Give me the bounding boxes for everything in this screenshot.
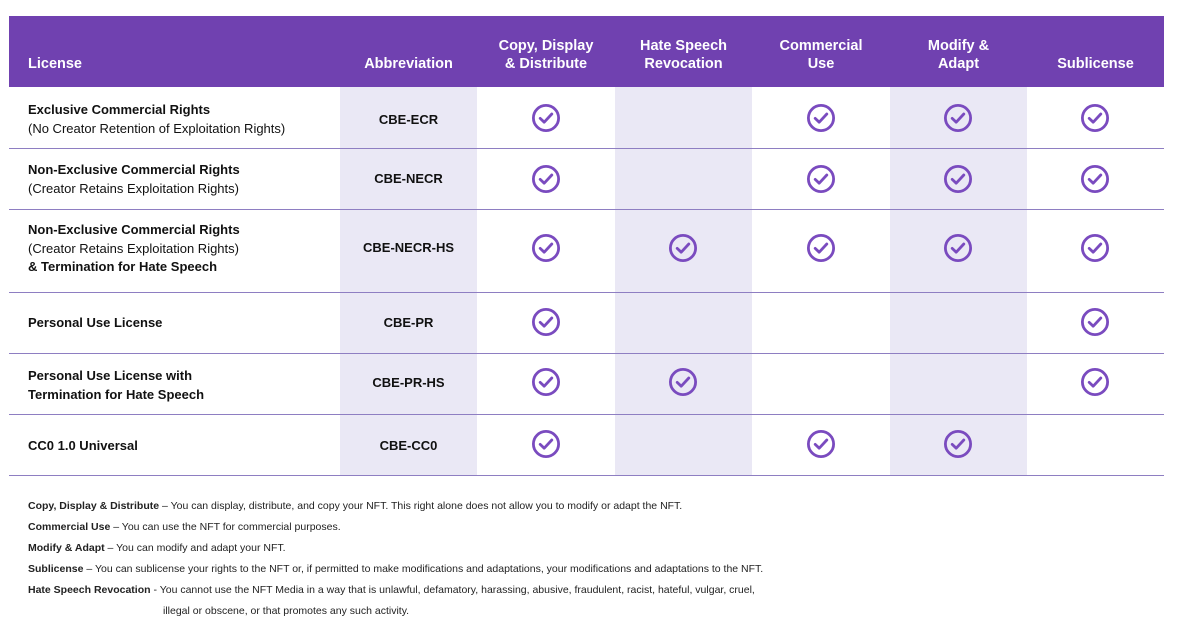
check-circle-icon xyxy=(531,307,561,337)
license-name: Personal Use License with Termination for Hate Speech xyxy=(28,368,205,402)
row-divider xyxy=(9,292,1164,293)
check-circle-icon xyxy=(806,233,836,263)
check-circle-icon xyxy=(1080,367,1110,397)
legend-item: Hate Speech Revocation - You cannot use the NFT Media in a way that is unlawful, defamatory, harassing, abusive, fraudulent, racist, hateful, vulgar, cruel, xyxy=(28,584,755,596)
header-license: License xyxy=(28,56,82,72)
check-circle-icon xyxy=(531,233,561,263)
header-sublicense: Sublicense xyxy=(1057,56,1134,72)
row-divider xyxy=(9,475,1164,476)
license-name: Non-Exclusive Commercial Rights (Creator Retains Exploitation Rights) & Termination for Hate Speech xyxy=(28,222,240,274)
table-header xyxy=(9,16,1164,87)
license-abbreviation: CBE-CC0 xyxy=(379,438,438,453)
license-abbreviation: CBE-NECR xyxy=(374,171,443,186)
check-circle-icon xyxy=(531,367,561,397)
license-abbreviation: CBE-ECR xyxy=(378,112,439,127)
check-circle-icon xyxy=(943,103,973,133)
header-commercial: Commercial Use xyxy=(779,38,863,72)
check-circle-icon xyxy=(531,103,561,133)
check-circle-icon xyxy=(806,429,836,459)
check-circle-icon xyxy=(943,429,973,459)
license-abbreviation: CBE-PR-HS xyxy=(372,375,445,390)
row-divider xyxy=(9,414,1164,415)
check-circle-icon xyxy=(943,164,973,194)
header-copy: Copy, Display & Distribute xyxy=(498,38,594,72)
check-circle-icon xyxy=(806,164,836,194)
check-circle-icon xyxy=(943,233,973,263)
legend-item: Modify & Adapt – You can modify and adapt your NFT. xyxy=(28,542,286,554)
legend-item-continued: illegal or obscene, or that promotes any such activity. xyxy=(163,605,410,617)
legend-item: Copy, Display & Distribute – You can display, distribute, and copy your NFT. This right alone does not allow you to modify or adapt the NFT. xyxy=(28,500,683,512)
check-circle-icon xyxy=(1080,103,1110,133)
abbreviation-column-shade xyxy=(340,87,477,476)
check-circle-icon xyxy=(531,429,561,459)
check-circle-icon xyxy=(1080,164,1110,194)
header-abbreviation: Abbreviation xyxy=(364,56,453,72)
header-hate-speech: Hate Speech Revocation xyxy=(639,38,728,72)
row-divider xyxy=(9,148,1164,149)
row-divider xyxy=(9,353,1164,354)
check-circle-icon xyxy=(531,164,561,194)
license-name: Non-Exclusive Commercial Rights (Creator Retains Exploitation Rights) xyxy=(28,162,240,196)
check-circle-icon xyxy=(806,103,836,133)
hate-column-shade xyxy=(615,87,752,476)
license-abbreviation: CBE-PR xyxy=(383,315,434,330)
check-circle-icon xyxy=(1080,233,1110,263)
header-modify: Modify & Adapt xyxy=(927,38,990,72)
modify-column-shade xyxy=(890,87,1027,476)
license-abbreviation: CBE-NECR-HS xyxy=(363,240,454,255)
check-circle-icon xyxy=(1080,307,1110,337)
legend-item: Commercial Use – You can use the NFT for commercial purposes. xyxy=(28,521,341,533)
license-name: CC0 1.0 Universal xyxy=(28,438,138,453)
row-divider xyxy=(9,209,1164,210)
license-name: Personal Use License xyxy=(28,315,163,330)
legend-item: Sublicense – You can sublicense your rights to the NFT or, if permitted to make modifications and adaptations, your modifications and adaptations to the NFT. xyxy=(28,563,764,575)
check-circle-icon xyxy=(668,367,698,397)
check-circle-icon xyxy=(668,233,698,263)
license-name: Exclusive Commercial Rights (No Creator Retention of Exploitation Rights) xyxy=(28,102,286,136)
